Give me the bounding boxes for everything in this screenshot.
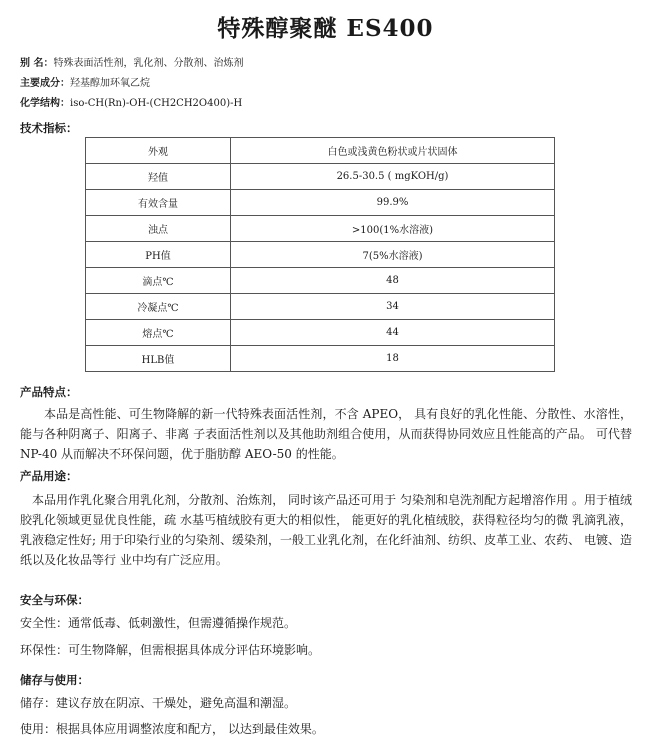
- alias-line: [20, 57, 243, 71]
- spec-name-cell: 浊点: [86, 216, 231, 242]
- spec-table: [85, 137, 555, 372]
- spec-name-cell: 滴点℃: [86, 268, 231, 294]
- document-title: 特殊醇聚醚 ES400: [217, 15, 434, 42]
- spec-value-cell: 99.9%: [231, 190, 555, 216]
- spec-value-cell: 48: [231, 268, 555, 294]
- structure-line: [20, 97, 242, 111]
- storage-line: 储存：建议存放在阴凉、干燥处，避免高温和潮湿。: [20, 696, 297, 710]
- features-paragraph: 本品是高性能、可生物降解的新一代特殊表面活性剂，不含 APEO， 具有良好的乳化性能、分散性、水溶性，能与各种阴离子、阳离子、非离 子表面活性剂以及其他助剂组合使用，从而获得协同效应且性能高的产品。 可代替 NP-40 从而解决不环保问题，优于脂肪醇 AEO-50 的性能。: [20, 407, 632, 461]
- composition-line: [20, 77, 150, 91]
- spec-name-cell: 有效含量: [86, 190, 231, 216]
- usage-line: 使用：根据具体应用调整浓度和配方， 以达到最佳效果。: [20, 722, 324, 736]
- table-row: [86, 268, 555, 294]
- spec-heading: 技术指标：: [20, 121, 78, 135]
- spec-value-cell: 34: [231, 294, 555, 320]
- spec-name-cell: PH值: [86, 242, 231, 268]
- structure-value: iso-CH(Rn)-OH-(CH2CH2O400)-H: [70, 98, 243, 109]
- table-row: [86, 346, 555, 372]
- spec-value-cell: >100(1%水溶液): [231, 216, 555, 242]
- safety-heading: 安全与环保：: [20, 593, 89, 607]
- spec-name-cell: HLB值: [86, 346, 231, 372]
- spec-name-cell: 冷凝点℃: [86, 294, 231, 320]
- spec-name-cell: 羟值: [86, 164, 231, 190]
- table-row: [86, 138, 555, 164]
- table-row: [86, 164, 555, 190]
- alias-value: 特殊表面活性剂，乳化剂、分散剂、治炼剂: [53, 58, 244, 69]
- storage-heading: 储存与使用：: [20, 673, 89, 687]
- features-heading: 产品特点：: [20, 385, 78, 399]
- composition-label: 主要成分：: [20, 78, 70, 89]
- table-row: [86, 216, 555, 242]
- structure-label: 化学结构：: [20, 98, 70, 109]
- spec-name-cell: 外观: [86, 138, 231, 164]
- spec-value-cell: 18: [231, 346, 555, 372]
- table-row: [86, 320, 555, 346]
- uses-heading: 产品用途：: [20, 469, 78, 483]
- spec-value-cell: 26.5-30.5 ( mgKOH/g): [231, 164, 555, 190]
- table-row: [86, 190, 555, 216]
- table-row: [86, 294, 555, 320]
- environment-line: 环保性：可生物降解，但需根据具体成分评估环境影响。: [20, 643, 321, 657]
- spec-name-cell: 熔点℃: [86, 320, 231, 346]
- spec-value-cell: 白色或浅黄色粉状或片状固体: [231, 138, 555, 164]
- safety-line: 安全性：通常低毒、低刺激性，但需遵循操作规范。: [20, 616, 297, 630]
- alias-label: 别 名：: [20, 58, 54, 69]
- spec-value-cell: 44: [231, 320, 555, 346]
- composition-value: 羟基醇加环氧乙烷: [70, 78, 150, 89]
- table-row: [86, 242, 555, 268]
- uses-paragraph: 本品用作乳化聚合用乳化剂，分散剂、治炼剂， 同时该产品还可用于 匀染剂和皂洗剂配方起增溶作用 。用于植绒胶乳化领域更显优良性能，疏 水基丐植绒胶有更大的相似性， 能更好的乳化植绒胶，获得粒径均匀的微 乳滴乳液，乳液稳定性好; 用于印染行业的匀染剂、缓染剂，一般工业乳化剂，在化纤油剂、纺织、皮革工业、农药、 电镀、造纸以及化妆品等行 业中均有广泛应用。: [20, 493, 632, 567]
- spec-value-cell: 7(5%水溶液): [231, 242, 555, 268]
